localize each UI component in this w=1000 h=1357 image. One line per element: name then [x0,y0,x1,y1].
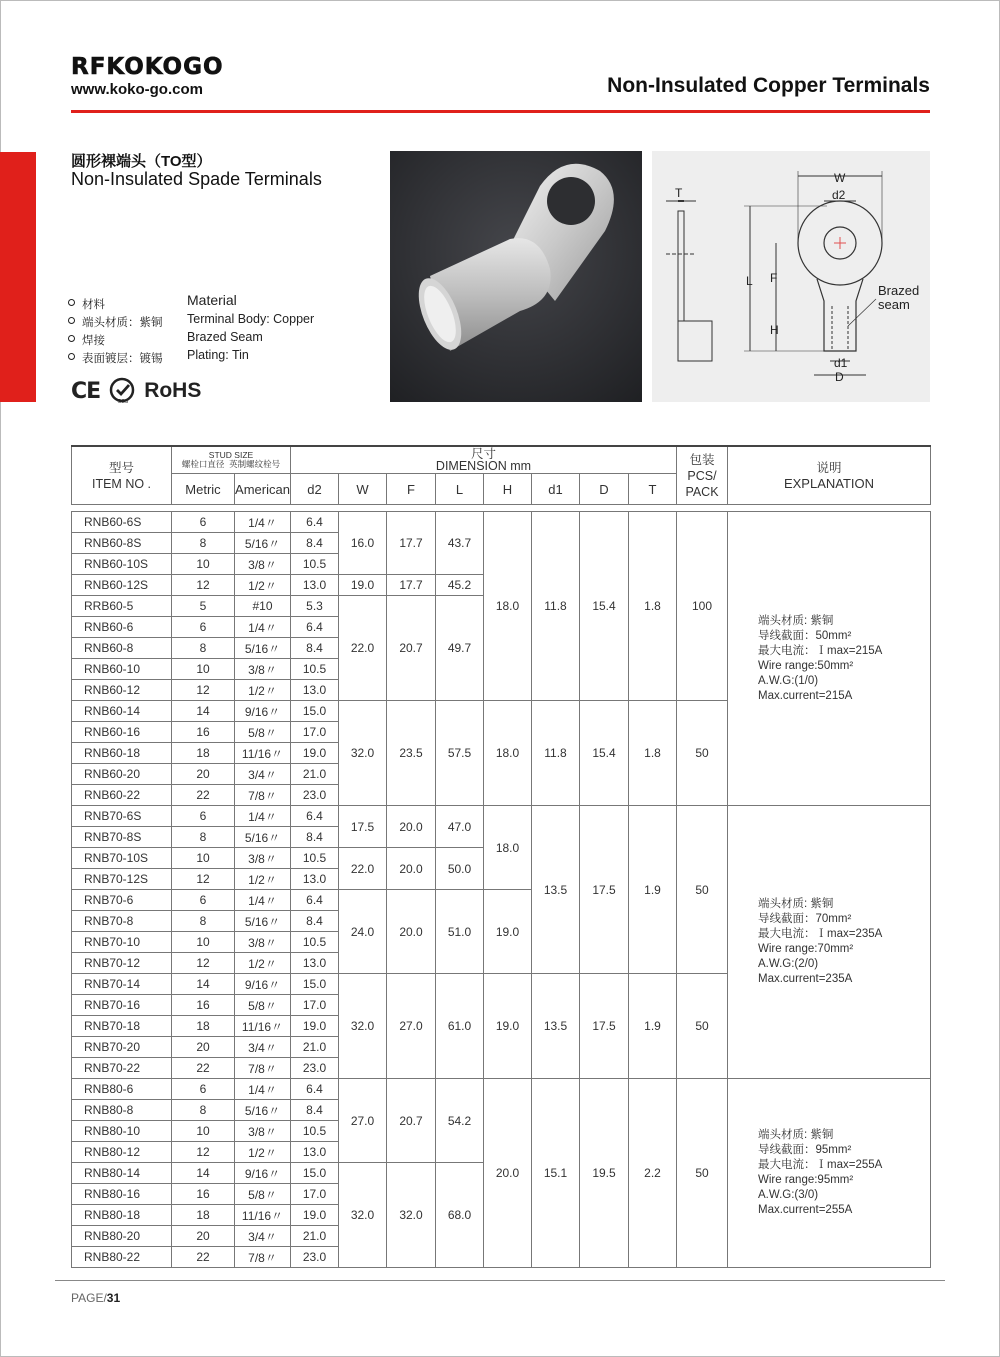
d2-cell: 15.0 [291,974,339,995]
label-H: H [770,323,779,337]
explanation-line: A.W.G:(3/0) [758,1189,819,1201]
american-cell: 5/8〃 [235,1184,291,1205]
metric-cell: 14 [172,974,235,995]
d2-cell: 10.5 [291,932,339,953]
d-cell: 15.4 [580,701,629,806]
h-cell: 19.0 [484,890,532,974]
svg-text:SGS: SGS [118,399,129,405]
label-brazed: Brazed [878,283,920,298]
product-title-cn: 圆形裸端头（TO型） [71,153,212,170]
header-F: F [387,474,436,505]
item-cell: RNB60-8 [72,638,172,659]
d2-cell: 17.0 [291,1184,339,1205]
metric-cell: 20 [172,1226,235,1247]
d1-cell: 13.5 [532,974,580,1079]
d2-cell: 23.0 [291,1247,339,1268]
item-cell: RNB80-22 [72,1247,172,1268]
spec-cn: 材料 [82,299,105,311]
metric-cell: 6 [172,512,235,533]
f-cell: 27.0 [387,974,436,1079]
l-cell: 57.5 [436,701,484,806]
d2-cell: 13.0 [291,1142,339,1163]
american-cell: 5/8〃 [235,722,291,743]
american-cell: 5/8〃 [235,995,291,1016]
d2-cell: 6.4 [291,1079,339,1100]
l-cell: 50.0 [436,848,484,890]
ring-terminal-photo-icon [390,151,642,402]
metric-cell: 22 [172,1247,235,1268]
explanation-line: Max.current=235A [758,973,853,985]
explanation-line: 导线截面：50mm² [758,629,852,642]
explanation-line: 最大电流：Ｉmax=235A [758,928,883,940]
bullet-icon [68,353,75,360]
header-item: 型号 ITEM NO . [72,446,172,505]
american-cell: 9/16〃 [235,701,291,722]
item-cell: RNB70-12S [72,869,172,890]
d-cell: 15.4 [580,512,629,701]
spec-cn: 焊接 [82,335,105,347]
item-cell: RNB60-14 [72,701,172,722]
header-divider [71,110,930,113]
d2-cell: 10.5 [291,1121,339,1142]
explanation-line: 导线截面：95mm² [758,1144,852,1156]
w-cell: 24.0 [339,890,387,974]
metric-cell: 20 [172,764,235,785]
w-cell: 27.0 [339,1079,387,1163]
item-cell: RNB70-6S [72,806,172,827]
metric-cell: 6 [172,617,235,638]
f-cell: 17.7 [387,512,436,575]
american-cell: 1/4〃 [235,806,291,827]
header-T: T [629,474,677,505]
item-cell: RNB80-8 [72,1100,172,1121]
metric-cell: 8 [172,1100,235,1121]
d1-cell: 11.8 [532,701,580,806]
d2-cell: 8.4 [291,827,339,848]
label-seam: seam [878,297,910,312]
website-url[interactable]: www.koko-go.com [71,81,203,98]
product-photo [390,151,642,402]
metric-cell: 20 [172,1037,235,1058]
american-cell: 5/16〃 [235,1100,291,1121]
d-cell: 19.5 [580,1079,629,1268]
red-side-tab [0,152,36,402]
american-cell: 7/8〃 [235,785,291,806]
american-cell: 3/4〃 [235,764,291,785]
w-cell: 22.0 [339,596,387,701]
metric-cell: 10 [172,932,235,953]
header-D: D [580,474,629,505]
metric-cell: 12 [172,953,235,974]
item-cell: RNB60-18 [72,743,172,764]
d2-cell: 8.4 [291,533,339,554]
t-cell: 1.9 [629,806,677,974]
h-cell: 18.0 [484,806,532,890]
american-cell: 9/16〃 [235,974,291,995]
explanation-line: Wire range:70mm² [758,943,854,955]
d2-cell: 15.0 [291,1163,339,1184]
d2-cell: 13.0 [291,869,339,890]
american-cell: 3/4〃 [235,1226,291,1247]
footer-divider [55,1280,945,1281]
w-cell: 22.0 [339,848,387,890]
spec-item [68,330,388,348]
spec-en: Brazed Seam [187,330,263,344]
explanation-line: Max.current=255A [758,1204,853,1216]
label-T: T [675,186,683,200]
metric-cell: 6 [172,890,235,911]
item-cell: RNB60-10 [72,659,172,680]
item-cell: RNB60-16 [72,722,172,743]
explanation-line: 端头材质: 紫铜 [758,614,834,627]
label-d1: d1 [834,356,848,370]
item-cell: RNB60-22 [72,785,172,806]
d2-cell: 17.0 [291,995,339,1016]
american-cell: 1/4〃 [235,1079,291,1100]
bullet-icon [68,317,75,324]
header-d1: d1 [532,474,580,505]
metric-cell: 6 [172,1079,235,1100]
item-cell: RNB70-18 [72,1016,172,1037]
f-cell: 20.0 [387,848,436,890]
header-d2: d2 [291,474,339,505]
d2-cell: 15.0 [291,701,339,722]
label-D: D [835,370,844,384]
american-cell: 3/8〃 [235,554,291,575]
item-cell: RNB70-10 [72,932,172,953]
item-cell: RNB80-20 [72,1226,172,1247]
american-cell: 1/4〃 [235,890,291,911]
explanation-cell [728,806,931,1079]
item-cell: RNB70-14 [72,974,172,995]
metric-cell: 14 [172,1163,235,1184]
d2-cell: 5.3 [291,596,339,617]
metric-cell: 12 [172,869,235,890]
american-cell: 3/4〃 [235,1037,291,1058]
item-cell: RNB70-8S [72,827,172,848]
table-row [72,512,931,533]
d2-cell: 6.4 [291,806,339,827]
d2-cell: 8.4 [291,638,339,659]
american-cell: 11/16〃 [235,1205,291,1226]
item-cell: RNB70-8 [72,911,172,932]
terminal-drawing-icon [652,151,930,402]
american-cell: 3/8〃 [235,659,291,680]
metric-cell: 14 [172,701,235,722]
header-W: W [339,474,387,505]
w-cell: 32.0 [339,701,387,806]
american-cell: #10 [235,596,291,617]
product-title-en: Non-Insulated Spade Terminals [71,169,322,189]
spec-list [68,294,388,366]
metric-cell: 8 [172,638,235,659]
d-cell: 17.5 [580,974,629,1079]
d1-cell: 13.5 [532,806,580,974]
item-cell: RNB70-12 [72,953,172,974]
d2-cell: 6.4 [291,890,339,911]
metric-cell: 10 [172,554,235,575]
label-W: W [834,171,846,185]
explanation-line: 最大电流：Ｉmax=215A [758,644,883,657]
d2-cell: 19.0 [291,1016,339,1037]
american-cell: 1/2〃 [235,869,291,890]
d2-cell: 23.0 [291,1058,339,1079]
explanation-line: 端头材质: 紫铜 [758,898,834,910]
dimension-drawing [652,151,930,402]
pack-cell: 50 [677,701,728,806]
explanation-line: Max.current=215A [758,689,853,702]
explanation-cell [728,512,931,806]
brand-logo: RFKOKOGO [71,54,224,80]
l-cell: 45.2 [436,575,484,596]
metric-cell: 18 [172,1016,235,1037]
pack-cell: 100 [677,512,728,701]
metric-cell: 16 [172,1184,235,1205]
spec-en: Plating: Tin [187,348,249,362]
item-cell: RNB70-22 [72,1058,172,1079]
table-row [72,806,931,827]
item-cell: RNB80-18 [72,1205,172,1226]
american-cell: 1/4〃 [235,617,291,638]
american-cell: 1/2〃 [235,1142,291,1163]
t-cell: 2.2 [629,1079,677,1268]
metric-cell: 12 [172,1142,235,1163]
header-american: American [235,474,291,505]
spec-item [68,312,388,330]
h-cell: 19.0 [484,974,532,1079]
bullet-icon [68,335,75,342]
l-cell: 68.0 [436,1163,484,1268]
page-number: PAGE/31 [71,1291,121,1305]
american-cell: 3/8〃 [235,848,291,869]
metric-cell: 12 [172,680,235,701]
pack-cell: 50 [677,806,728,974]
american-cell: 5/16〃 [235,638,291,659]
l-cell: 49.7 [436,596,484,701]
metric-cell: 10 [172,659,235,680]
metric-cell: 8 [172,533,235,554]
w-cell: 17.5 [339,806,387,848]
d2-cell: 10.5 [291,659,339,680]
d2-cell: 13.0 [291,575,339,596]
item-cell: RNB70-20 [72,1037,172,1058]
header-H: H [484,474,532,505]
metric-cell: 5 [172,596,235,617]
metric-cell: 22 [172,1058,235,1079]
section-title: Non-Insulated Copper Terminals [607,74,930,97]
d1-cell: 15.1 [532,1079,580,1268]
d2-cell: 17.0 [291,722,339,743]
item-cell: RNB60-6S [72,512,172,533]
w-cell: 16.0 [339,512,387,575]
american-cell: 1/2〃 [235,575,291,596]
item-cell: RNB60-6 [72,617,172,638]
d2-cell: 21.0 [291,1226,339,1247]
header-pack: 包装 PCS/ PACK [677,446,728,505]
american-cell: 7/8〃 [235,1247,291,1268]
d2-cell: 6.4 [291,617,339,638]
ce-mark-icon: CE [71,378,101,404]
explanation-line: Wire range:50mm² [758,659,854,672]
f-cell: 17.7 [387,575,436,596]
spec-item [68,348,388,366]
explanation-line: 最大电流：Ｉmax=255A [758,1159,883,1171]
f-cell: 20.7 [387,596,436,701]
american-cell: 5/16〃 [235,911,291,932]
explanation-line: A.W.G:(1/0) [758,674,819,687]
metric-cell: 8 [172,827,235,848]
header-dimension: 尺寸 DIMENSION mm [291,446,677,474]
l-cell: 47.0 [436,806,484,848]
h-cell: 20.0 [484,1079,532,1268]
label-d2: d2 [832,188,846,202]
american-cell: 1/2〃 [235,680,291,701]
american-cell: 3/8〃 [235,932,291,953]
american-cell: 3/8〃 [235,1121,291,1142]
l-cell: 51.0 [436,890,484,974]
item-cell: RNB70-16 [72,995,172,1016]
label-L: L [746,274,753,288]
d2-cell: 21.0 [291,1037,339,1058]
metric-cell: 10 [172,1121,235,1142]
h-cell: 18.0 [484,512,532,701]
metric-cell: 8 [172,911,235,932]
f-cell: 20.7 [387,1079,436,1163]
item-cell: RNB60-12 [72,680,172,701]
t-cell: 1.8 [629,701,677,806]
d-cell: 17.5 [580,806,629,974]
item-cell: RNB70-10S [72,848,172,869]
metric-cell: 6 [172,806,235,827]
h-cell: 18.0 [484,701,532,806]
d2-cell: 13.0 [291,953,339,974]
certification-logos [71,376,201,406]
metric-cell: 18 [172,1205,235,1226]
item-cell: RNB60-10S [72,554,172,575]
explanation-line: 端头材质: 紫铜 [758,1129,834,1141]
w-cell: 32.0 [339,1163,387,1268]
item-cell: RNB80-12 [72,1142,172,1163]
w-cell: 19.0 [339,575,387,596]
d2-cell: 21.0 [291,764,339,785]
d2-cell: 13.0 [291,680,339,701]
metric-cell: 12 [172,575,235,596]
item-cell: RNB60-8S [72,533,172,554]
spec-item [68,294,388,312]
rohs-mark: RoHS [144,379,202,402]
d2-cell: 19.0 [291,743,339,764]
sgs-seal-icon [108,376,138,406]
item-cell: RNB80-16 [72,1184,172,1205]
spec-en: Terminal Body: Copper [187,312,315,326]
header-explanation: 说明 EXPLANATION [728,446,931,505]
american-cell: 5/16〃 [235,533,291,554]
l-cell: 43.7 [436,512,484,575]
explanation-cell [728,1079,931,1268]
f-cell: 20.0 [387,890,436,974]
d2-cell: 8.4 [291,911,339,932]
spec-table [71,445,931,1268]
explanation-line: A.W.G:(2/0) [758,958,819,970]
pack-cell: 50 [677,974,728,1079]
item-cell: RNB80-6 [72,1079,172,1100]
american-cell: 11/16〃 [235,1016,291,1037]
d2-cell: 10.5 [291,848,339,869]
metric-cell: 10 [172,848,235,869]
explanation-line: Wire range:95mm² [758,1174,854,1186]
d2-cell: 8.4 [291,1100,339,1121]
t-cell: 1.8 [629,512,677,701]
d2-cell: 10.5 [291,554,339,575]
item-cell: RNB80-14 [72,1163,172,1184]
label-F: F [770,271,778,285]
american-cell: 1/2〃 [235,953,291,974]
pack-cell: 50 [677,1079,728,1268]
american-cell: 5/16〃 [235,827,291,848]
american-cell: 9/16〃 [235,1163,291,1184]
item-cell: RNB60-20 [72,764,172,785]
header-stud-size: STUD SIZE 螺栓口直径 英制螺纹栓号 [172,446,291,474]
d1-cell: 11.8 [532,512,580,701]
w-cell: 32.0 [339,974,387,1079]
american-cell: 7/8〃 [235,1058,291,1079]
american-cell: 11/16〃 [235,743,291,764]
item-cell: RNB60-12S [72,575,172,596]
metric-cell: 16 [172,995,235,1016]
bullet-icon [68,299,75,306]
spec-cn: 表面镀层：镀锡 [82,353,163,365]
d2-cell: 6.4 [291,512,339,533]
l-cell: 61.0 [436,974,484,1079]
f-cell: 23.5 [387,701,436,806]
header-metric: Metric [172,474,235,505]
american-cell: 1/4〃 [235,512,291,533]
explanation-line: 导线截面：70mm² [758,913,852,925]
spec-en: Material [187,292,237,308]
item-cell: RRB60-5 [72,596,172,617]
table-row [72,1079,931,1100]
header-L: L [436,474,484,505]
l-cell: 54.2 [436,1079,484,1163]
item-cell: RNB80-10 [72,1121,172,1142]
metric-cell: 16 [172,722,235,743]
d2-cell: 23.0 [291,785,339,806]
d2-cell: 19.0 [291,1205,339,1226]
item-cell: RNB70-6 [72,890,172,911]
metric-cell: 22 [172,785,235,806]
spec-cn: 端头材质：紫铜 [82,317,163,329]
metric-cell: 18 [172,743,235,764]
t-cell: 1.9 [629,974,677,1079]
f-cell: 20.0 [387,806,436,848]
f-cell: 32.0 [387,1163,436,1268]
